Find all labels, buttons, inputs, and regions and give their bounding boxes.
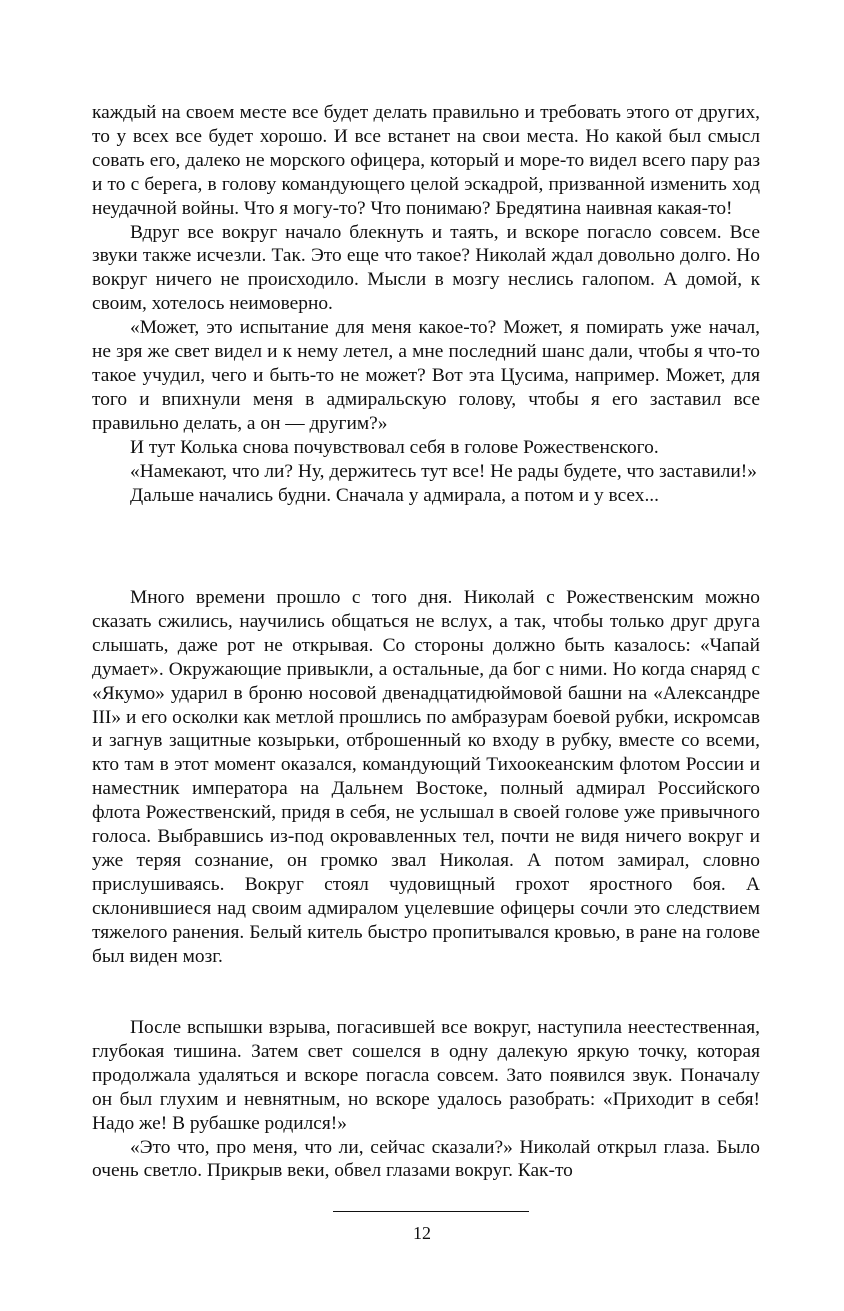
paragraph: «Может, это испытание для меня какое-то? Может, я помирать уже начал, не зря же свет видел и к нему летел, а мне последний шанс дали, чтобы я что-то такое учудил, чего и быть-то не может? Вот эта Цусима, например. Может, для того и впихнули меня в адмиральскую голову, чтобы я его заставил все правильно делать, а он — другим?»: [92, 317, 760, 434]
text-section-2: [92, 586, 760, 969]
page-number: 12: [413, 1223, 431, 1243]
paragraph: «Это что, про меня, что ли, сейчас сказали?» Николай открыл глаза. Было очень светло. Прикрыв веки, обвел глазами вокруг. Как-то: [92, 1136, 760, 1182]
paragraph: Дальше начались будни. Сначала у адмирала, а потом и у всех...: [130, 484, 659, 506]
text-section-1: [92, 101, 760, 507]
paragraph: «Намекают, что ли? Ну, держитесь тут все! Не рады будете, что заставили!»: [130, 460, 757, 482]
text-section-3: [92, 1016, 760, 1183]
paragraph: И тут Колька снова почувствовал себя в голове Рожественского.: [130, 436, 659, 458]
footer-divider: [333, 1211, 529, 1212]
paragraph: После вспышки взрыва, погасившей все вокруг, наступила неестественная, глубокая тишина. Затем свет сошелся в одну далекую яркую точку, которая продолжала удаляться и вскоре погасла совсем. Зато появился звук. Поначалу он был глухим и невнятным, но вскоре удалось разобрать: «Приходит в себя! Надо же! В рубашке родился!»: [92, 1017, 760, 1134]
paragraph: каждый на своем месте все будет делать правильно и требовать этого от других, то у всех все будет хорошо. И все встанет на свои места. Но какой был смысл совать его, далеко не морского офицера, который и море-то видел всего пару раз и то с берега, в голову командующего целой эскадрой, призванной изменить ход неудачной войны. Что я могу-то? Что понимаю? Бредятина наивная какая-то!: [92, 102, 760, 219]
paragraph: Много времени прошло с того дня. Николай с Рожественским можно сказать сжились, научились общаться не вслух, а так, чтобы только друг друга слышать, даже рот не открывая. Со стороны должно быть казалось: «Чапай думает». Окружающие привыкли, а остальные, да бог с ними. Но когда снаряд с «Якумо» ударил в броню носовой двенадцатидюймовой башни на «Александре III» и его осколки как метлой прошлись по амбразурам боевой рубки, искромсав и загнув защитные козырьки, отброшенный ко входу в рубку, вместе со всеми, кто там в этот момент оказался, командующий Тихоокеанским флотом России и наместник императора на Дальнем Востоке, полный адмирал Российского флота Рожественский, придя в себя, не услышал в своей голове уже привычного голоса. Выбравшись из-под окровавленных тел, почти не видя ничего вокруг и уже теряя сознание, он громко звал Николая. А потом замирал, словно прислушиваясь. Вокруг стоял чудовищный грохот яростного боя. А склонившиеся над своим адмиралом уцелевшие офицеры сочли это следствием тяжелого ранения. Белый китель быстро пропитывался кровью, в ране на голове был виден мозг.: [92, 587, 760, 967]
paragraph: Вдруг все вокруг начало блекнуть и таять, и вскоре погасло совсем. Все звуки также исчезли. Так. Это еще что такое? Николай ждал довольно долго. Но вокруг ничего не происходило. Мысли в мозгу неслись галопом. А домой, к своим, хотелось неимоверно.: [92, 221, 760, 315]
